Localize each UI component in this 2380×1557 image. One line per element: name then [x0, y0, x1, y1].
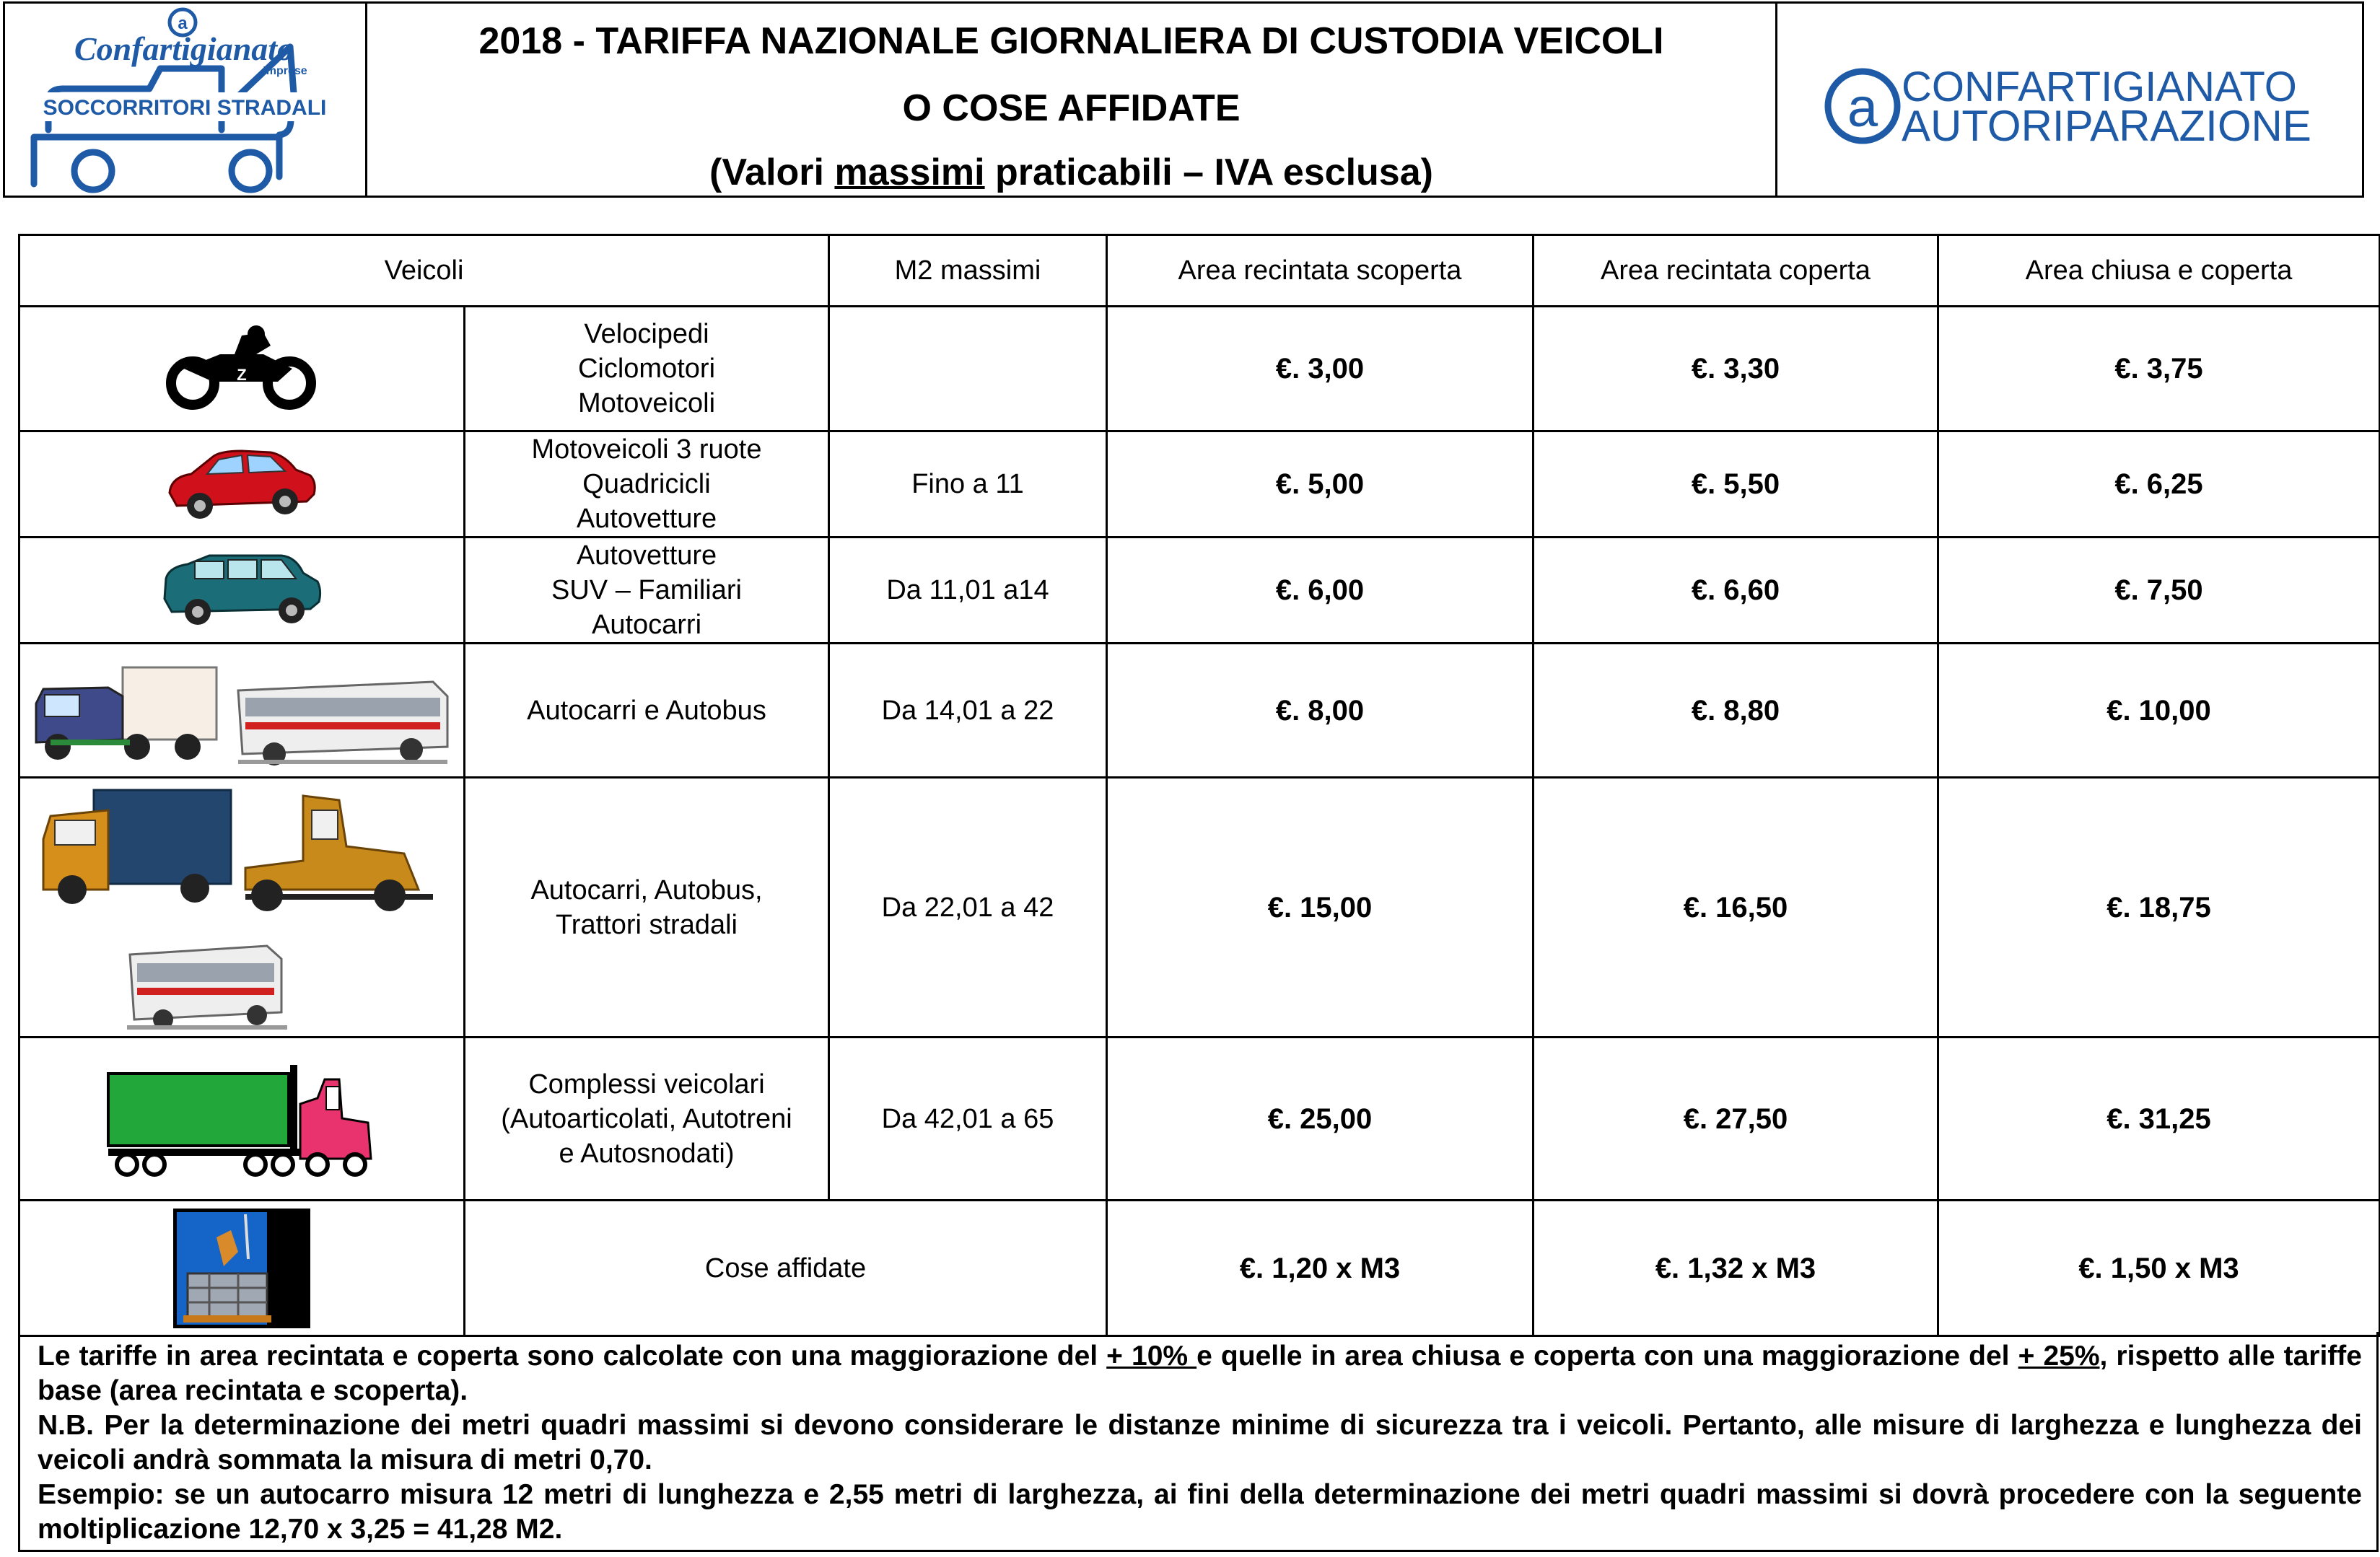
- vehicle-icon-cell: [19, 538, 465, 644]
- price-chiusa-coperta: €. 10,00: [1938, 644, 2380, 778]
- price-recintata-coperta: €. 1,32 x M3: [1534, 1201, 1938, 1336]
- svg-text:Confartigianato: Confartigianato: [74, 30, 294, 67]
- vehicle-description: Velocipedi Ciclomotori Motoveicoli: [465, 307, 829, 431]
- confartigianato-soccorritori-logo: [5, 4, 367, 196]
- price-recintata-coperta: €. 5,50: [1534, 431, 1938, 538]
- header-m2: M2 massimi: [829, 235, 1107, 307]
- table-header-row: [19, 235, 2380, 307]
- price-recintata-scoperta: €. 3,00: [1107, 307, 1534, 431]
- header-veicoli: Veicoli: [19, 235, 829, 307]
- vehicle-description: Autocarri, Autobus, Trattori stradali: [465, 778, 829, 1038]
- cargo-crate-icon: [173, 1209, 310, 1328]
- price-recintata-coperta: €. 6,60: [1534, 538, 1938, 644]
- rates-table: [18, 234, 2380, 1337]
- suv-icon: [159, 547, 325, 633]
- price-chiusa-coperta: €. 18,75: [1938, 778, 2380, 1038]
- vehicle-icon-cell: [19, 1038, 465, 1201]
- motorcycle-icon: [155, 325, 328, 412]
- header-recintata-coperta: Area recintata coperta: [1534, 235, 1938, 307]
- price-recintata-scoperta: €. 25,00: [1107, 1038, 1534, 1201]
- price-chiusa-coperta: €. 7,50: [1938, 538, 2380, 644]
- m2-cell: Da 42,01 a 65: [829, 1038, 1107, 1201]
- title-line-1: 2018 - TARIFFA NAZIONALE GIORNALIERA DI CUSTODIA VEICOLI: [478, 20, 1664, 62]
- table-row: [19, 538, 2380, 644]
- price-recintata-coperta: €. 16,50: [1534, 778, 1938, 1038]
- m2-cell: Da 14,01 a 22: [829, 644, 1107, 778]
- confartigianato-autoriparazione-logo: [1777, 4, 2362, 196]
- trucks-tractor-bus-icon: [29, 781, 455, 1034]
- note-example: Esempio: se un autocarro misura 12 metri di lunghezza e 2,55 metri di larghezza, ai fini della determinazione dei metri quadri massimi si dovrà procedere con la seguente moltiplicazione 12,70 x 3,25 = 41,28 M2.: [38, 1479, 2362, 1545]
- notes-section: [18, 1332, 2379, 1552]
- red-car-icon: [162, 442, 321, 526]
- header-recintata-scoperta: Area recintata scoperta: [1107, 235, 1534, 307]
- vehicle-icon-cell: [19, 1201, 465, 1336]
- svg-text:a: a: [1847, 77, 1878, 139]
- note-surcharge: Le tariffe in area recintata e coperta sono calcolate con una maggiorazione del + 10% e quelle in area chiusa e coperta con una maggiorazione del + 25%, rispetto alle tariffe base (area recintata e scoperta).: [38, 1341, 2362, 1406]
- m2-cell: Da 22,01 a 42: [829, 778, 1107, 1038]
- vehicle-description: Autocarri e Autobus: [465, 644, 829, 778]
- document-header: [3, 1, 2364, 198]
- price-recintata-coperta: €. 8,80: [1534, 644, 1938, 778]
- price-recintata-scoperta: €. 15,00: [1107, 778, 1534, 1038]
- m2-cell: Fino a 11: [829, 431, 1107, 538]
- note-nb: N.B. Per la determinazione dei metri quadri massimi si devono considerare le distanze minime di sicurezza tra i veicoli. Pertanto, alle misure di larghezza e lunghezza dei veicoli andrà sommata la misura di metri 0,70.: [38, 1410, 2362, 1475]
- table-row: [19, 307, 2380, 431]
- vehicle-icon-cell: [19, 644, 465, 778]
- truck-bus-icon: [29, 653, 455, 768]
- price-recintata-coperta: €. 3,30: [1534, 307, 1938, 431]
- price-recintata-scoperta: €. 8,00: [1107, 644, 1534, 778]
- vehicle-description: Autovetture SUV – Familiari Autocarri: [465, 538, 829, 644]
- header-chiusa-coperta: Area chiusa e coperta: [1938, 235, 2380, 307]
- vehicle-icon-cell: [19, 778, 465, 1038]
- svg-text:a: a: [178, 14, 188, 33]
- svg-text:SOCCORRITORI STRADALI: SOCCORRITORI STRADALI: [43, 96, 327, 120]
- m2-cell: Da 11,01 a14: [829, 538, 1107, 644]
- price-chiusa-coperta: €. 6,25: [1938, 431, 2380, 538]
- price-chiusa-coperta: €. 31,25: [1938, 1038, 2380, 1201]
- table-row: [19, 431, 2380, 538]
- price-recintata-scoperta: €. 5,00: [1107, 431, 1534, 538]
- price-chiusa-coperta: €. 3,75: [1938, 307, 2380, 431]
- svg-text:Z: Z: [237, 366, 247, 384]
- m2-cell: [829, 307, 1107, 431]
- title-line-3: (Valori massimi praticabili – IVA esclusa): [709, 152, 1433, 193]
- price-recintata-coperta: €. 27,50: [1534, 1038, 1938, 1201]
- vehicle-icon-cell: [19, 307, 465, 431]
- cose-affidate-label: Cose affidate: [465, 1201, 1107, 1336]
- vehicle-description: Motoveicoli 3 ruote Quadricicli Autovetture: [465, 431, 829, 538]
- document-title: [367, 4, 1777, 196]
- vehicle-icon-cell: [19, 431, 465, 538]
- vehicle-description: Complessi veicolari (Autoarticolati, Autotreni e Autosnodati): [465, 1038, 829, 1201]
- table-row: [19, 1038, 2380, 1201]
- svg-text:Imprese: Imprese: [263, 65, 307, 77]
- price-recintata-scoperta: €. 1,20 x M3: [1107, 1201, 1534, 1336]
- svg-text:AUTORIPARAZIONE: AUTORIPARAZIONE: [1902, 102, 2311, 150]
- table-row: [19, 644, 2380, 778]
- semi-truck-icon: [101, 1058, 382, 1180]
- price-chiusa-coperta: €. 1,50 x M3: [1938, 1201, 2380, 1336]
- svg-text:CONFARTIGIANATO: CONFARTIGIANATO: [1902, 63, 2297, 110]
- table-row: [19, 778, 2380, 1038]
- table-row: [19, 1201, 2380, 1336]
- price-recintata-scoperta: €. 6,00: [1107, 538, 1534, 644]
- title-line-2: O COSE AFFIDATE: [902, 87, 1241, 129]
